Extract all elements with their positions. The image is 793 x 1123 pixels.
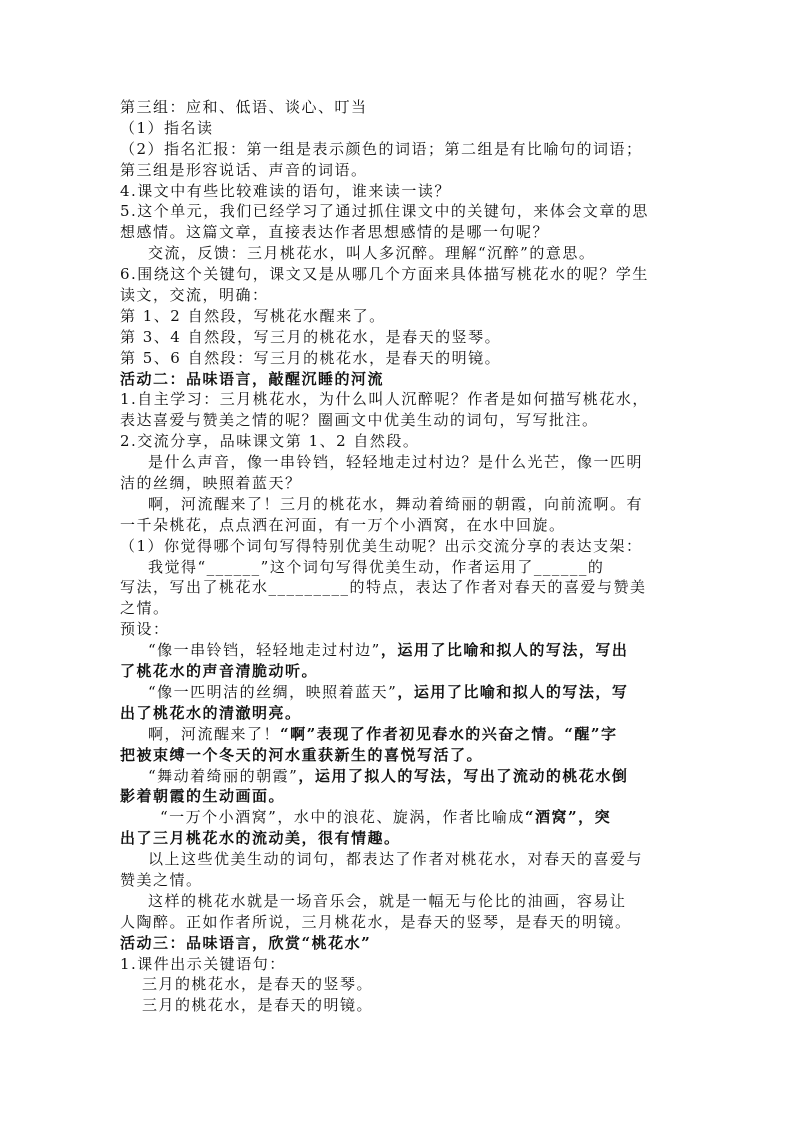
text-segment: 预设：	[120, 620, 170, 639]
text-segment: 2.交流分享，品味课文第 1、2 自然段。	[120, 432, 420, 451]
text-line	[120, 452, 690, 473]
text-segment: 之情。	[120, 599, 170, 618]
text-line	[120, 264, 690, 285]
text-segment: 第三组是形容说话、声音的词语。	[120, 160, 368, 179]
text-segment: 一千朵桃花，点点洒在河面，有一万个小酒窝，在水中回旋。	[120, 515, 566, 534]
bold-text-segment: 影着朝霞的生动画面。	[120, 787, 286, 806]
bold-text-segment: ，运用了比喻和拟人的写法，写出	[380, 641, 629, 660]
text-segment: 人陶醉。正如作者所说，三月桃花水，是春天的竖琴，是春天的明镜。	[120, 912, 632, 931]
text-line	[120, 912, 690, 933]
text-segment: 三月的桃花水，是春天的明镜。	[142, 996, 374, 1015]
text-segment: 啊，河流醒来了！三月的桃花水，舞动着绮丽的朝霞，向前流啊。有	[148, 494, 644, 513]
text-line	[120, 160, 690, 181]
bold-text-segment: ，运用了比喻和拟人的写法，写	[397, 682, 629, 701]
text-segment: 1.课件出示关键语句：	[120, 954, 286, 973]
text-line	[120, 327, 690, 348]
text-line	[120, 577, 690, 598]
text-segment: 以上这些优美生动的词句，都表达了作者对桃花水，对春天的喜爱与	[148, 850, 644, 869]
text-line	[120, 369, 690, 390]
text-line	[120, 891, 690, 912]
text-segment: 三月的桃花水，是春天的竖琴。	[142, 975, 374, 994]
text-line	[120, 849, 690, 870]
text-line	[120, 201, 690, 222]
text-segment: 5.这个单元，我们已经学习了通过抓住课文中的关键句，来体会文章的思	[120, 202, 649, 221]
text-line	[120, 515, 690, 536]
text-segment: 洁的丝绸，映照着蓝天？	[120, 474, 302, 493]
text-segment: 这样的桃花水就是一场音乐会，就是一幅无与伦比的油画，容易让	[148, 891, 627, 910]
text-segment: 啊，河流醒来了！	[148, 724, 281, 743]
bold-text-segment: 活动二：品味语言，敲醒沉睡的河流	[120, 369, 385, 388]
text-segment: （1）指名读	[120, 118, 214, 137]
text-segment: 赞美之情。	[120, 870, 203, 889]
bold-text-segment: 活动三：品味语言，欣赏“桃花水”	[120, 933, 372, 952]
text-segment: 写法，写出了桃花水_________的特点，表达了作者对春天的喜爱与赞美	[120, 578, 647, 597]
text-line	[120, 243, 690, 264]
bold-text-segment: ，运用了拟人的写法，写出了流动的桃花水倒	[298, 766, 629, 785]
text-line	[120, 933, 690, 954]
text-line	[120, 682, 690, 703]
text-segment: 交流，反馈：三月桃花水，叫人多沉醉。理解“沉醉”的意思。	[148, 244, 596, 263]
text-line	[120, 786, 690, 807]
text-line	[120, 870, 690, 891]
text-line	[120, 306, 690, 327]
text-line	[120, 389, 690, 410]
text-line	[120, 828, 690, 849]
bold-text-segment: “啊”表现了作者初见春水的兴奋之情。“醒”字	[280, 724, 618, 743]
text-line	[120, 661, 690, 682]
text-line	[120, 536, 690, 557]
text-line	[120, 410, 690, 431]
text-segment: “舞动着绮丽的朝霞”	[148, 766, 299, 785]
text-line	[120, 724, 690, 745]
text-line	[120, 118, 690, 139]
text-line	[120, 745, 690, 766]
text-line	[120, 598, 690, 619]
text-segment: “像一匹明洁的丝绸，映照着蓝天”	[148, 682, 398, 701]
text-line	[120, 619, 690, 640]
text-line	[120, 181, 690, 202]
text-line	[120, 640, 690, 661]
text-segment: “像一串铃铛，轻轻地走过村边”	[148, 641, 381, 660]
text-line	[120, 473, 690, 494]
text-line	[120, 995, 690, 1016]
bold-text-segment: “酒窝”，突	[524, 808, 612, 827]
text-segment: 我觉得“______”这个词句写得优美生动，作者运用了______的	[148, 557, 605, 576]
text-segment: （2）指名汇报：第一组是表示颜色的词语；第二组是有比喻句的词语；	[120, 139, 643, 158]
document-body	[120, 97, 690, 1016]
text-segment: 第 3、4 自然段，写三月的桃花水，是春天的竖琴。	[120, 327, 502, 346]
text-segment: 1.自主学习：三月桃花水，为什么叫人沉醉呢？作者是如何描写桃花水，	[120, 390, 649, 409]
text-segment: 6.围绕这个关键句，课文又是从哪几个方面来具体描写桃花水的呢？学生	[120, 265, 649, 284]
text-line	[120, 494, 690, 515]
bold-text-segment: 把被束缚一个冬天的河水重获新生的喜悦写活了。	[120, 745, 484, 764]
text-segment: （1）你觉得哪个词句写得特别优美生动呢？出示交流分享的表达支架：	[120, 536, 643, 555]
text-line	[120, 703, 690, 724]
bold-text-segment: 出了桃花水的清澈明亮。	[120, 703, 302, 722]
text-segment: 4.课文中有些比较难读的语句，谁来读一读？	[120, 181, 451, 200]
text-line	[120, 348, 690, 369]
text-segment: “一万个小酒窝”，水中的浪花、旋涡，作者比喻成	[160, 808, 525, 827]
text-line	[120, 431, 690, 452]
text-line	[120, 766, 690, 787]
text-line	[120, 807, 690, 828]
text-segment: 第 5、6 自然段：写三月的桃花水，是春天的明镜。	[120, 348, 502, 367]
text-segment: 读文，交流，明确：	[120, 286, 269, 305]
text-segment: 第 1、2 自然段，写桃花水醒来了。	[120, 306, 386, 325]
text-line	[120, 285, 690, 306]
text-segment: 想感情。这篇文章，直接表达作者思想感情的是哪一句呢？	[120, 223, 550, 242]
text-segment: 是什么声音，像一串铃铛，轻轻地走过村边？是什么光芒，像一匹明	[148, 453, 644, 472]
text-segment: 第三组：应和、低语、谈心、叮当	[120, 98, 368, 116]
text-line	[120, 97, 690, 118]
text-line	[120, 139, 690, 160]
text-segment: 表达喜爱与赞美之情的呢？圈画文中优美生动的词句，写写批注。	[120, 411, 599, 430]
text-line	[120, 954, 690, 975]
bold-text-segment: 出了三月桃花水的流动美，很有情趣。	[120, 829, 401, 848]
bold-text-segment: 了桃花水的声音清脆动听。	[120, 662, 319, 681]
text-line	[120, 974, 690, 995]
text-line	[120, 557, 690, 578]
text-line	[120, 222, 690, 243]
